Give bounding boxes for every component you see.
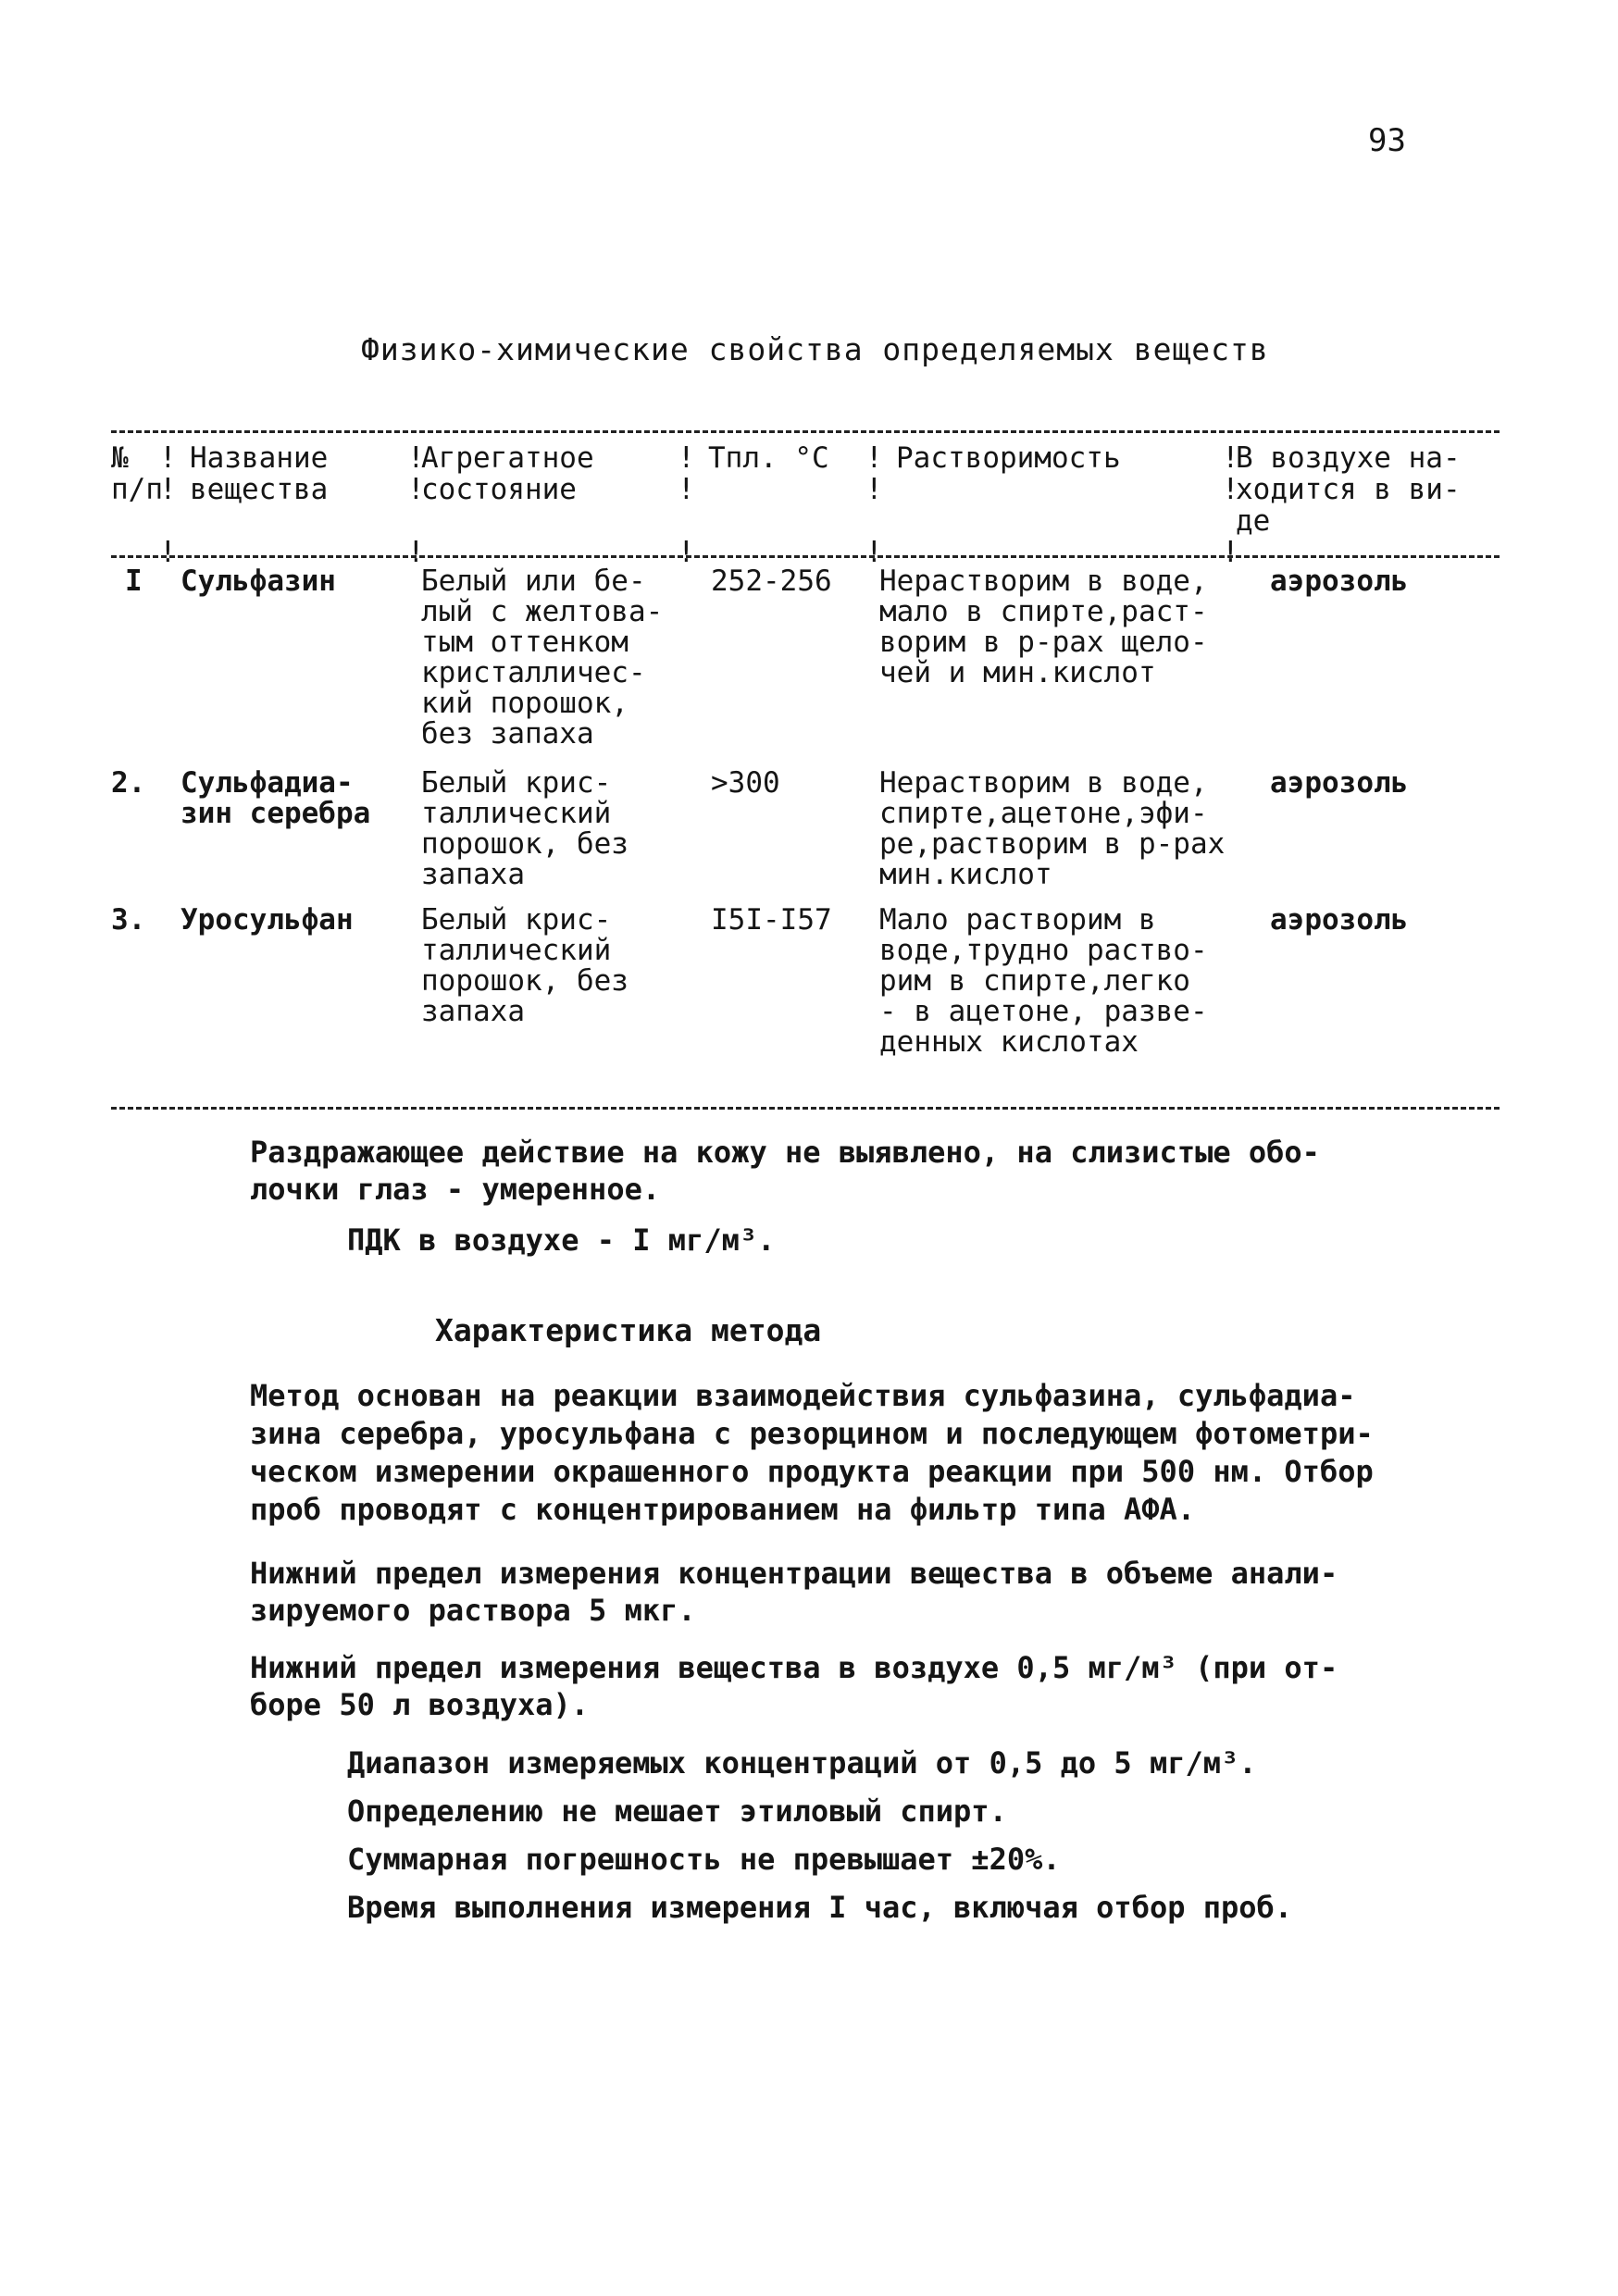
header-separator: ! ! ! [1222, 441, 1239, 569]
header-air-form: В воздухе на- ходится в ви- де [1236, 441, 1461, 538]
row-number: 3. [111, 903, 146, 937]
aggregate-state: Белый крис- таллический порошок, без запаха [421, 766, 629, 891]
substance-name: Сульфазин [180, 565, 336, 598]
solubility: Мало растворим в воде,трудно раство- рим в спирте,легко - в ацетоне, разве- денных кислотах [879, 903, 1208, 1059]
irritation-note: Раздражающее действие на кожу не выявлено, на слизистые обо- лочки глаз - умеренное. [250, 1135, 1320, 1207]
header-separator: ! ! ! [678, 441, 695, 569]
melting-temp: >300 [711, 766, 780, 800]
method-paragraph: Диапазон измеряемых концентраций от 0,5 до 5 мг/м³. [347, 1745, 1257, 1781]
method-paragraph: Суммарная погрешность не превышает ±20%. [347, 1842, 1061, 1877]
air-form: аэрозоль [1270, 565, 1409, 598]
row-number: 2. [111, 766, 146, 800]
table-bottom-rule [111, 1107, 1500, 1110]
melting-temp: I5I-I57 [711, 903, 832, 937]
air-form: аэрозоль [1270, 903, 1409, 937]
header-melting-temp: Тпл. °С [708, 441, 829, 475]
melting-temp: 252-256 [711, 565, 832, 598]
aggregate-state: Белый крис- таллический порошок, без запаха [421, 903, 629, 1028]
header-number: № п/п [111, 441, 163, 506]
header-separator: ! ! ! [159, 441, 177, 569]
page-number: 93 [1368, 122, 1406, 159]
table-top-rule [111, 430, 1500, 433]
header-state: Агрегатное состояние [421, 441, 594, 506]
section-title: Характеристика метода [435, 1312, 822, 1348]
page-title: Физико-химические свойства определяемых веществ [361, 331, 1269, 367]
header-name: Название вещества [190, 441, 329, 506]
method-paragraph: Нижний предел измерения концентрации вещества в объеме анали- зируемого раствора 5 мкг. [250, 1556, 1338, 1628]
method-paragraph: Метод основан на реакции взаимодействия сульфазина, сульфадиа- зина серебра, уросульфана с резорцином и последующем фотометри- ческом измерении окрашенного продукта реакции при 500 нм. Отбор проб проводят с концентрированием на фильтр типа АФА. [250, 1378, 1374, 1527]
solubility: Нерастворим в воде, мало в спирте,раст- ворим в р-рах щело- чей и мин.кислот [879, 565, 1208, 689]
method-paragraph: Нижний предел измерения вещества в воздухе 0,5 мг/м³ (при от- боре 50 л воздуха). [250, 1650, 1338, 1722]
row-number: I [125, 565, 143, 598]
air-form: аэрозоль [1270, 766, 1409, 800]
table-header-rule [111, 555, 1500, 558]
substance-name: Уросульфан [180, 903, 354, 937]
header-separator: ! ! ! [407, 441, 425, 569]
method-paragraph: Определению не мешает этиловый спирт. [347, 1793, 1007, 1829]
substance-name: Сульфадиа- зин серебра [180, 766, 371, 830]
solubility: Нерастворим в воде, спирте,ацетоне,эфи- ре,растворим в р-рах мин.кислот [879, 766, 1226, 891]
header-solubility: Растворимость [896, 441, 1121, 475]
aggregate-state: Белый или бе- лый с желтова- тым оттенком кристалличес- кий порошок, без запаха [421, 565, 664, 751]
method-paragraph: Время выполнения измерения I час, включая отбор проб. [347, 1890, 1293, 1925]
mac-note: ПДК в воздухе - I мг/м³. [347, 1222, 776, 1258]
header-separator: ! ! ! [865, 441, 883, 569]
